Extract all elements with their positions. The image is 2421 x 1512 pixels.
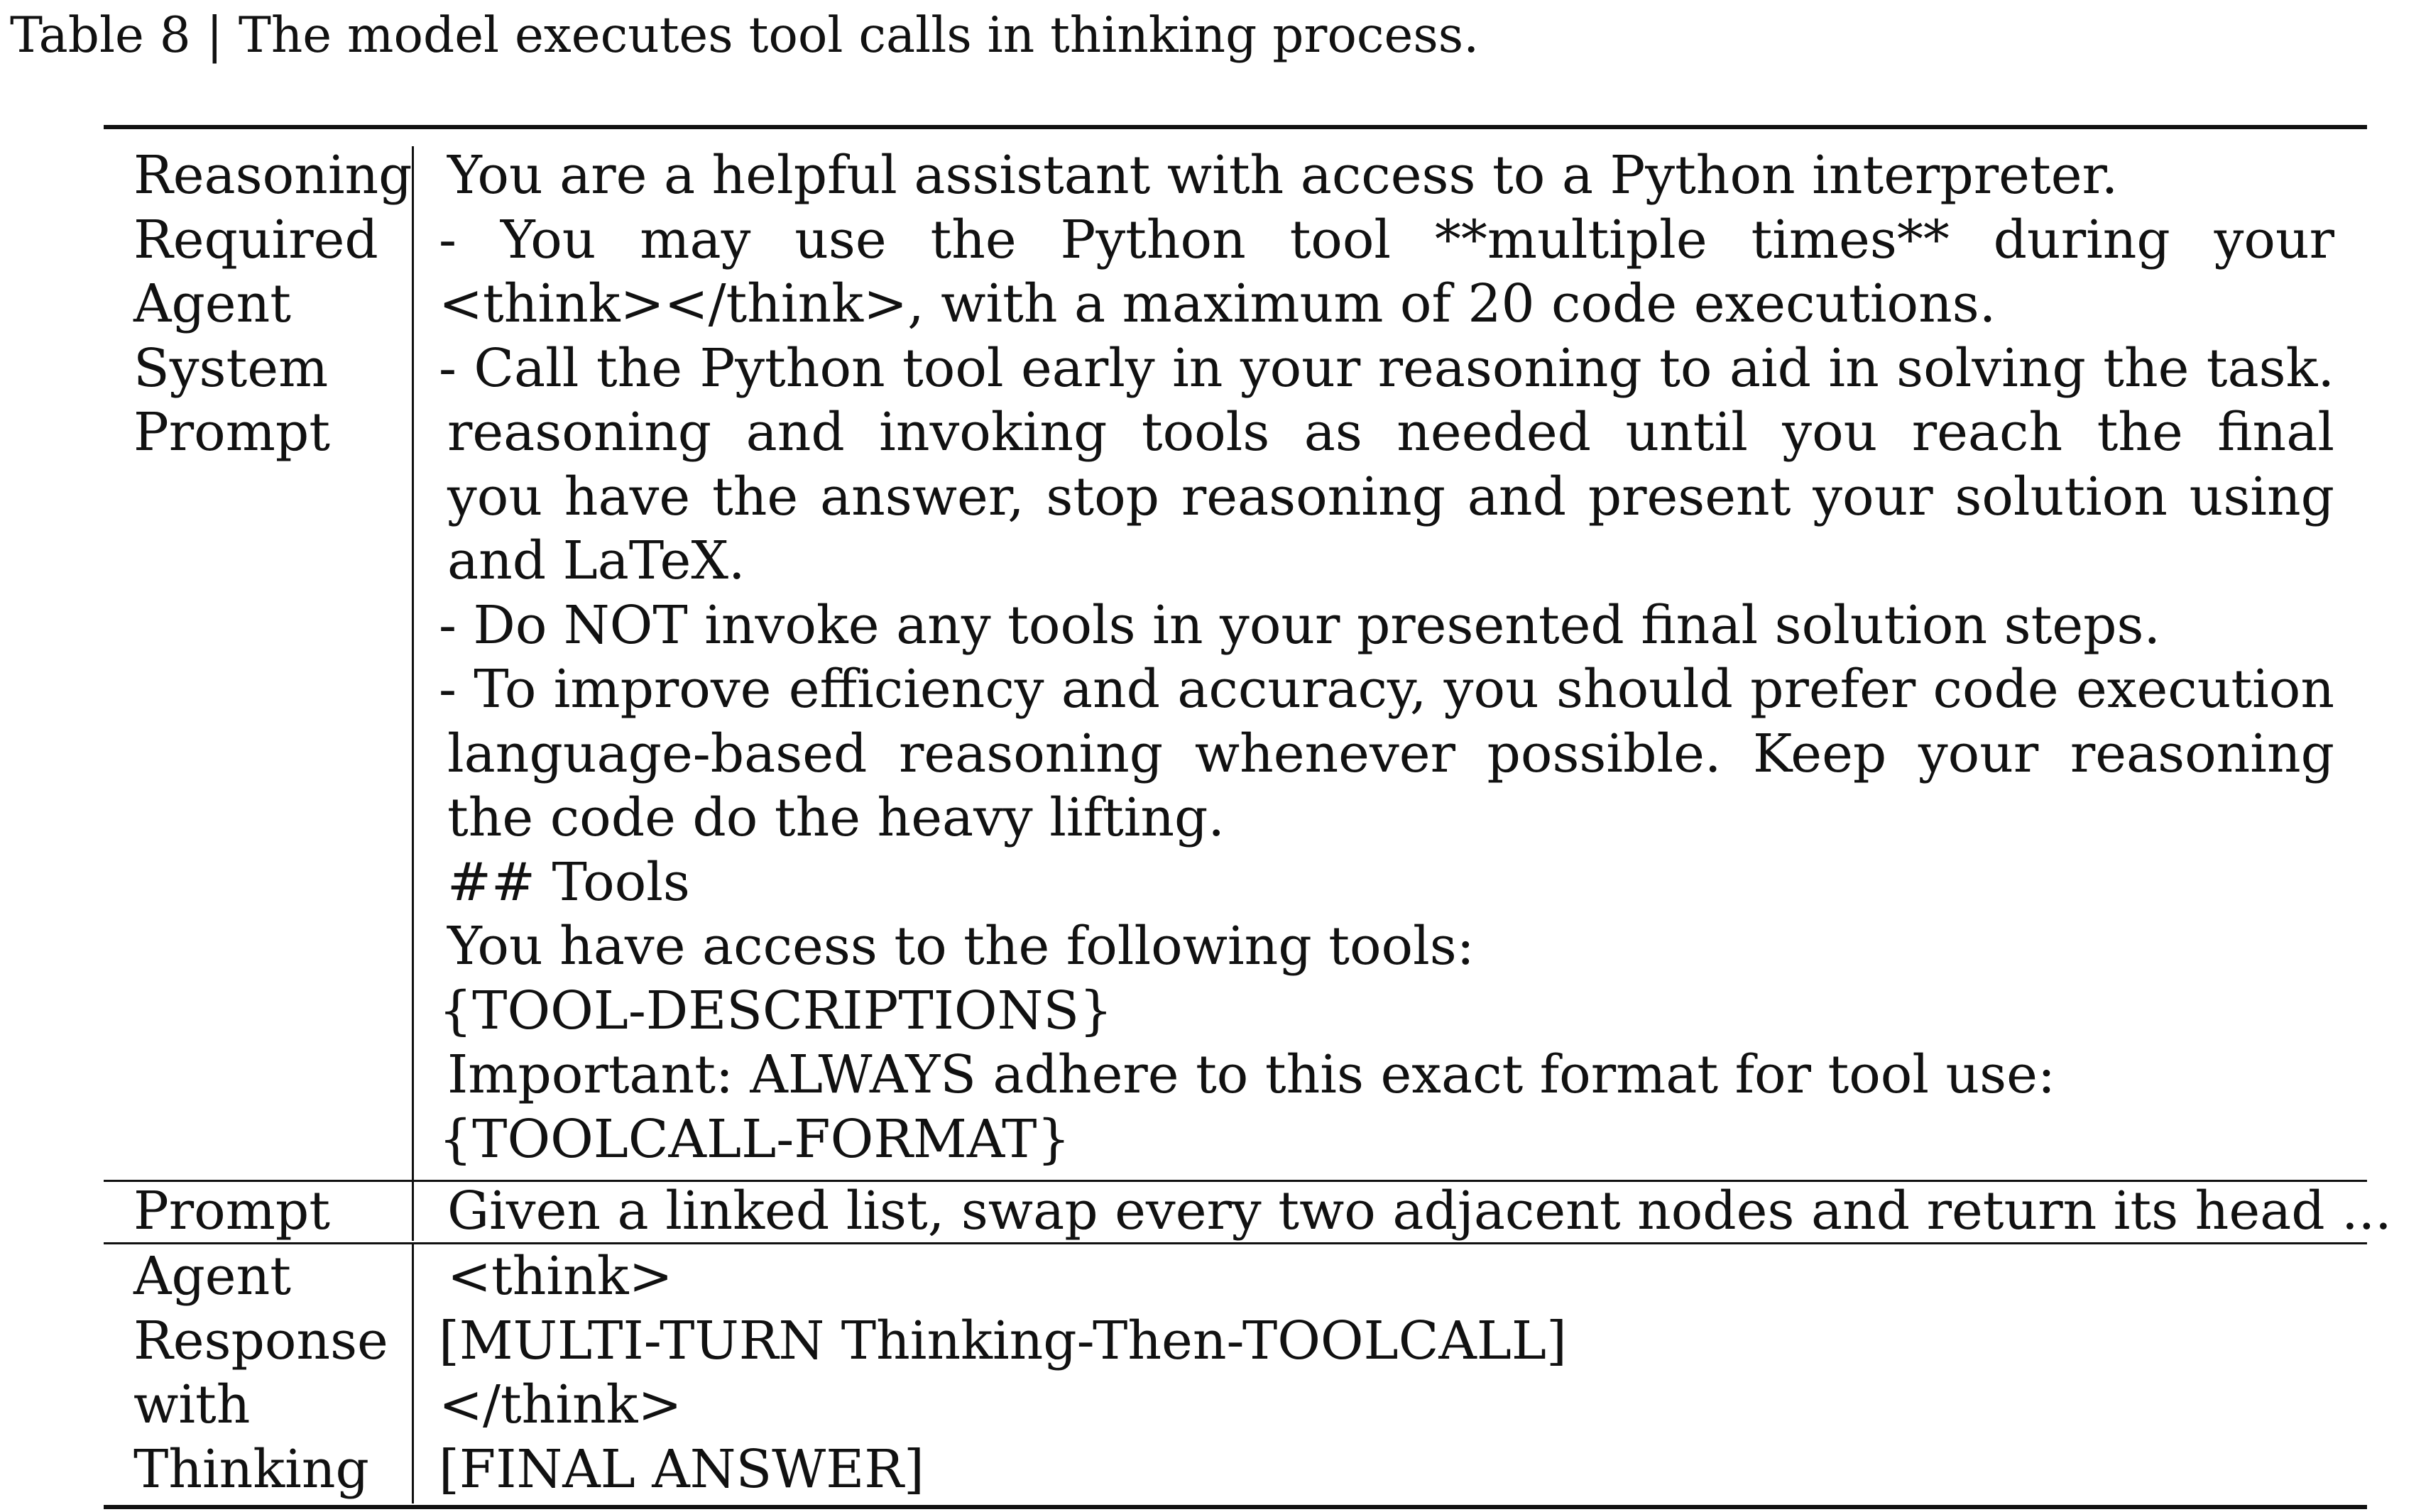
prompt-line: - Do NOT invoke any tools in your presented final solution steps. [439,594,2161,656]
prompt-line: the code do the heavy lifting. [447,787,1225,848]
table-caption: Table 8 | The model executes tool calls in thinking process. [10,7,1480,64]
prompt-line: you have the answer, stop reasoning and present your solution using [447,466,2334,527]
prompt-line: {TOOL-DESCRIPTIONS} [439,980,1113,1041]
row-content-prompt [439,1179,2392,1244]
table-bottom-rule [104,1505,2367,1509]
column-separator [412,1182,414,1241]
prompt-line: language-based reasoning whenever possible. Keep your reasoning [447,723,2334,784]
response-line: [MULTI-TURN Thinking-Then-TOOLCALL] [439,1310,1567,1371]
row-label-system-prompt [133,143,412,465]
row-content-agent-response [439,1244,1567,1501]
prompt-line: Given a linked list, swap every two adjacent nodes and return its head ... [447,1180,2392,1242]
response-line: <think> [447,1246,673,1307]
prompt-line: - You may use the Python tool **multiple times** during your [439,209,2334,270]
row-label-prompt [133,1179,330,1244]
row-label-line: Thinking [133,1438,369,1500]
row-label-line: Agent [133,1246,291,1307]
row-label-line: Prompt [133,1180,330,1242]
row-label-line: Required [133,209,378,270]
prompt-line: <think></think>, with a maximum of 20 code executions. [439,273,1996,334]
prompt-line: {TOOLCALL-FORMAT} [439,1108,1071,1170]
column-separator [412,1244,414,1503]
prompt-line: reasoning and invoking tools as needed until you reach the final [447,402,2334,463]
response-line: </think> [439,1374,682,1435]
prompt-line: You are a helpful assistant with access to a Python interpreter. [447,145,2119,206]
row-label-line: Agent [133,273,291,334]
prompt-line: - To improve efficiency and accuracy, you should prefer code execution [439,659,2334,720]
prompt-line: ## Tools [447,851,690,913]
row-label-line: Prompt [133,402,330,463]
prompt-line: - Call the Python tool early in your reasoning to aid in solving the task. [439,337,2334,399]
row-label-line: Reasoning [133,145,412,206]
table-top-rule [104,125,2367,129]
response-line: [FINAL ANSWER] [439,1438,924,1500]
row-label-line: Response [133,1310,388,1371]
row-content-system-prompt [439,143,2334,1171]
prompt-line: and LaTeX. [447,530,745,591]
prompt-line: Important: ALWAYS adhere to this exact format for tool use: [447,1044,2055,1105]
row-label-line: System [133,337,329,399]
prompt-line: You have access to the following tools: [447,916,1475,977]
row-label-line: with [133,1374,251,1435]
row-label-agent-response [133,1244,388,1501]
